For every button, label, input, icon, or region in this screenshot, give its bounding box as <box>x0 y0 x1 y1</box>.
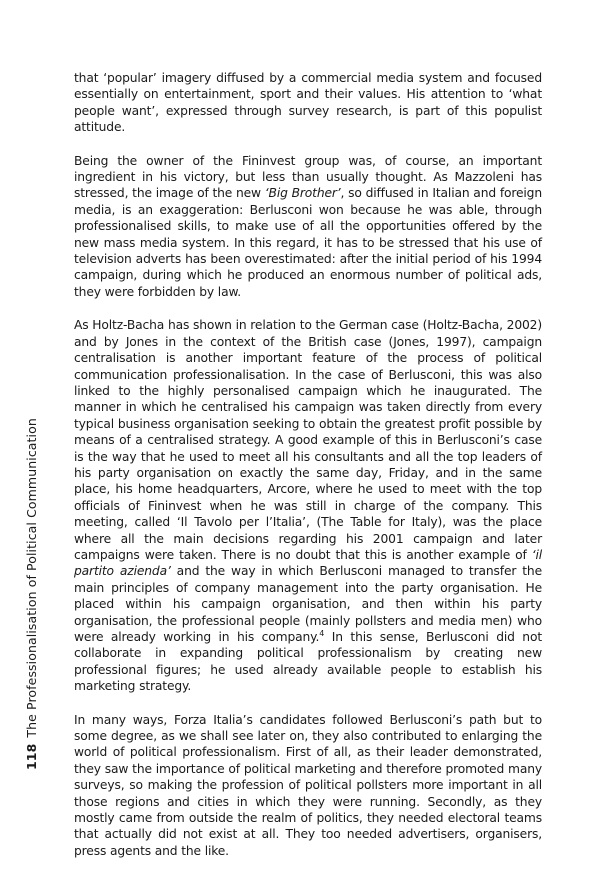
paragraph-2-text-a: Being the owner of the Fininvest group was, of course, an important ingredient in his victory, but less than usually thought. As Mazzoleni has stressed, the image of the new <box>74 153 542 201</box>
paragraph-3-text-a: As Holtz-Bacha has shown in relation to the German case (Holtz-Bacha, 2002) and by Jones in the context of the British case (Jones, 1997), campaign centralisation is another important feature of the process of political communication professionalisation. In the case of Berlusconi, this was also linked to the highly personalised campaign which he inaugurated. The manner in which he centralised his campaign was taken directly from every typical business organisation seeking to obtain the greatest profit possible by means of a centralised strategy. A good example of this in Berlusconi’s case is the way that he used to meet all his consultants and all the top leaders of his party organisation on exactly the same day, Friday, and in the same place, his home headquarters, Arcore, where he used to meet with the top officials of Fininvest when he was still in charge of the company. This meeting, called ‘Il Tavolo per l’Italia’, (The Table for Italy), was the place where all the main decisions regarding his 2001 campaign and later campaigns were taken. There is no doubt that this is another example of <box>74 318 542 562</box>
paragraph-2-text-b: , so diffused in Italian and foreign media, is an exaggeration: Berlusconi won because he was able, through professionalised skills, to make use of all the opportunities offered by the new mass media system. In this regard, it has to be stressed that his use of television adverts has been overestimated: after the initial period of his 1994 campaign, during which he produced an enormous number of political ads, they were forbidden by law. <box>74 186 542 299</box>
paragraph-3-text-b: and the way in which Berlusconi managed to transfer the main principles of company management into the party organisation. He placed within his campaign organisation, and then within his party organisation, the professional people (mainly pollsters and media men) who were already working in his company. <box>74 564 542 644</box>
il-partito-azienda-italic: ‘il partito azienda’ <box>74 547 542 579</box>
paragraph-3 <box>74 317 542 694</box>
big-brother-italic: ‘Big Brother’ <box>264 186 341 201</box>
paragraph-1 <box>74 70 542 136</box>
paragraph-2 <box>74 153 542 301</box>
page-body <box>74 70 542 876</box>
paragraph-4 <box>74 712 542 860</box>
running-footer-text <box>17 418 47 770</box>
page-number: 118 <box>24 743 39 770</box>
paragraph-1-text: that ‘popular’ imagery diffused by a commercial media system and focused essentially on entertainment, sport and their values. His attention to ‘what people want’, expressed through survey research, is part of this populist attitude. <box>74 71 542 135</box>
running-footer <box>17 418 47 770</box>
running-title: The Professionalisation of Political Communication <box>24 418 39 738</box>
footnote-marker[interactable]: 4 <box>319 628 325 638</box>
paragraph-3-text-c: In this sense, Berlusconi did not collaborate in expanding political professionalism by creating new professional figures; he used already available people to establish his marketing strategy. <box>74 630 542 694</box>
paragraph-4-text: In many ways, Forza Italia’s candidates followed Berlusconi’s path but to some degree, as we shall see later on, they also contributed to enlarging the world of political professionalism. First of all, as their leader demonstrated, they saw the importance of political marketing and therefore promoted many surveys, so making the profession of political pollsters more important in all those regions and cities in which they were running. Secondly, as they mostly came from outside the realm of politics, they needed electoral teams that actually did not exist at all. They too needed advertisers, organisers, press agents and the like. <box>74 712 542 858</box>
